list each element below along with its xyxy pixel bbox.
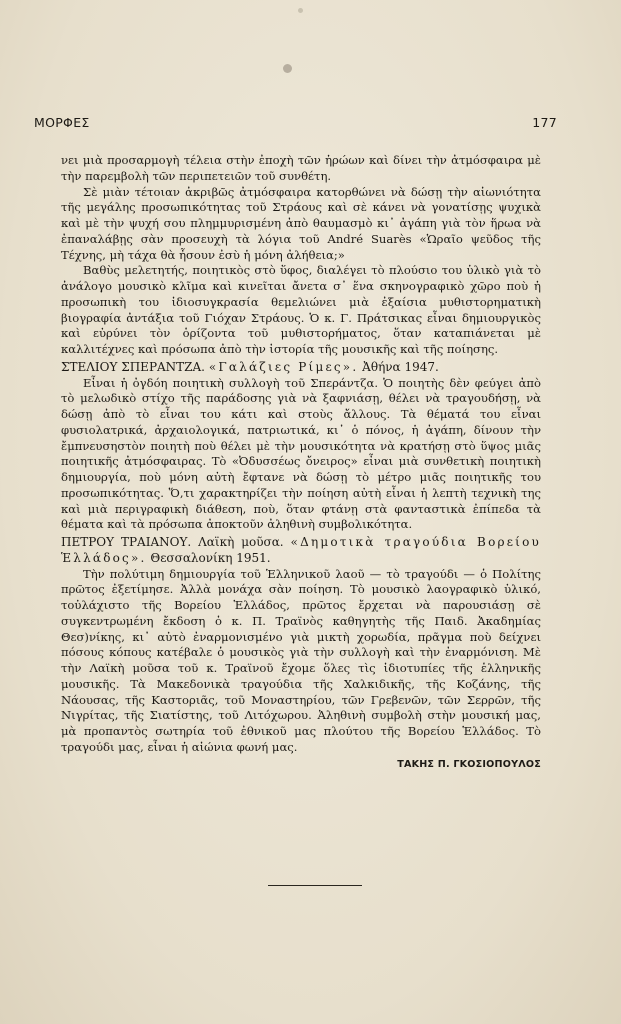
review-author: ΣΤΕΛΙΟΥ ΣΠΕΡΑΝΤΖΑ. [61,359,205,374]
ink-spot [298,8,303,13]
paragraph: Εἶναι ἡ ὀγδόη ποιητικὴ συλλογὴ τοῦ Σπεράντζα. Ὁ ποιητὴς δὲν φεύγει ἀπὸ τὸ μελωδικὸ στίχο τῆς παράδοσης γιὰ νὰ ξαφνιάσῃ, θέλει νὰ τραγουδήσῃ, νὰ δώσῃ ἀπὸ τὸ εἶναι του κάτι καὶ στοὺς ἄλλους. Τὰ θέματά του εἶναι φυσιολατρικά, ἀρχαιολογικά, πατριωτικά, κι᾿ ὁ πόνος, ἡ ἀγάπη, δίνουν τὴν ἔμπνευσηστὸν ποιητὴ ποὺ θέλει μὲ τὴν μουσικότητα νὰ κρατήσῃ στὸ ὕψος μιᾶς ποιητικῆς ἀτμόσφαιρας. Τὸ «Ὀδυσσέως ὄνειρος» εἶναι μιὰ συνθετικὴ ποιητικὴ δημιουργία, ποὺ μόνη αὐτὴ ἔφτανε νὰ δώσῃ τὸ μέτρο μιᾶς ποιητικῆς του προσωπικότητας. Ὅ,τι χαρακτηρίζει τὴν ποίηση αὐτὴ εἶναι ἡ λεπτὴ τεχνικὴ της καὶ μιὰ περιγραφικὴ διάθεση, ποὺ, ὅταν φτάνῃ στὰ φανταστικὰ ἐπίπεδα τὰ θέματα καὶ τὰ πρόσωπα ἀποκτοῦν ἀληθινὴ συμβολικότητα. [61,375,541,532]
section-divider [268,885,362,886]
paragraph: Σὲ μιὰν τέτοιαν ἀκριβῶς ἀτμόσφαιρα κατορθώνει νὰ δώσῃ τὴν αἰωνιότητα τῆς μεγάλης προσωπικότητας τοῦ Στράους καὶ σὲ κάνει νὰ γονατίσῃς ψυχικὰ καὶ μὲ τὴν ψυχή σου πλημμυρισμένη ἀπὸ θαυμασμὸ κι᾿ ἀγάπη γιὰ τὸν ἥρωα νὰ ἐπαναλάβῃς σὰν προσευχὴ τὰ λόγια τοῦ André Suarès «Ὡραῖο ψεῦδος τῆς Τέχνης, μὴ τάχα θὰ ἦσουν ἐσὺ ἡ μόνη ἀλήθεια;» [61,184,541,262]
paragraph: Τὴν πολύτιμη δημιουργία τοῦ Ἑλληνικοῦ λαοῦ — τὸ τραγούδι — ὁ Πολίτης πρῶτος ἐξετίμησε. Ἀλλὰ μονάχα σὰν ποίηση. Τὸ μουσικὸ λαογραφικὸ ὑλικό, τοὐλάχιστο τῆς Βορείου Ἑλλάδος, πρῶτος ἔρχεται νὰ παρουσιάσῃ σὲ συγκεντρωμένη ἔκδοση ὁ κ. Π. Τραϊνὸς καθηγητὴς τῆς Παιδ. Ἀκαδημίας Θεσ)νίκης, κι᾿ αὐτὸ ἐναρμονισμένο γιὰ μικτὴ χορωδία, πρᾶγμα ποὺ δείχνει πόσους κόπους κατέβαλε ὁ μουσικὸς γιὰ τὴν συλλογὴ καὶ τὴν ἐναρμόνιση. Μὲ τὴν Λαϊκὴ μοῦσα τοῦ κ. Τραϊνοῦ ἔχομε ὅλες τὶς ἰδιοτυπίες τῆς ἑλληνικῆς μουσικῆς. Τὰ Μακεδονικὰ τραγούδια τῆς Χαλκιδικῆς, τῆς Κοζάνης, τῆς Νάουσας, τῆς Καστοριᾶς, τοῦ Μοναστηρίου, τῶν Γρεβενῶν, τῶν Σερρῶν, τῆς Νιγρίτας, τῆς Σιατίστης, τοῦ Λιτόχωρου. Ἀληθινὴ συμβολὴ στὴν μουσική μας, μὰ προπαντὸς σωτηρία τοῦ ἐθνικοῦ μας πλούτου τῆς Βορείου Ἑλλάδος. Τὸ τραγούδι μας, εἶναι ἡ αἰώνια φωνή μας. [61,566,541,754]
review-book-title: «Γαλάζιες Ρίμες». [208,359,359,374]
running-header [34,115,557,130]
ink-spot [283,64,292,73]
article-body [61,153,541,772]
review-heading [61,360,541,376]
review-author: ΠΕΤΡΟΥ ΤΡΑΙΑΝΟΥ. [61,535,192,549]
author-signature: ΤΑΚΗΣ Π. ΓΚΟΣΙΟΠΟΥΛΟΣ [397,758,541,770]
journal-title: ΜΟΡΦΕΣ [34,115,90,130]
paragraph: νει μιὰ προσαρμογὴ τέλεια στὴν ἐποχὴ τῶν ἡρώων καὶ δίνει τὴν ἀτμόσφαιρα μὲ τὴν παρεμβολὴ τῶν περιπετειῶν τοῦ συνθέτη. [61,153,541,183]
review-publication: Θεσσαλονίκη 1951. [150,550,271,565]
review-subtitle: Λαϊκὴ μοῦσα. [198,535,284,549]
review-publication: Ἀθήνα 1947. [362,359,439,374]
page-number: 177 [532,115,557,130]
review-heading [61,535,541,567]
review-book-title: «Δημοτικὰ τραγούδια Βορείου Ἑλλάδος». [61,535,541,565]
paragraph: Βαθὺς μελετητής, ποιητικὸς στὸ ὕφος, διαλέγει τὸ πλούσιο του ὑλικὸ γιὰ τὸ ἀνάλογο μουσικὸ κλῖμα καὶ κινεῖται ἄνετα σ᾿ ἕνα σκηνογραφικὸ χῶρο ποὺ ἡ προσωπικὴ του ἰδιοσυγκρασία θεμελιώνει μιὰ ἐξαίσια μυθιστορηματικὴ βιογραφία ἀντάξια τοῦ Γιόχαν Στράους. Ὁ κ. Γ. Πράτσικας εἶναι δημιουργικὸς καὶ εὐρύνει τὸν ὁρίζοντα τοῦ μυθιστορήματος, ὅταν καταπιάνεται μὲ καλλιτέχνες καὶ πρόσωπα ἀπὸ τὴν ἱστορία τῆς μουσικῆς καὶ τῆς ποίησης. [61,263,541,356]
